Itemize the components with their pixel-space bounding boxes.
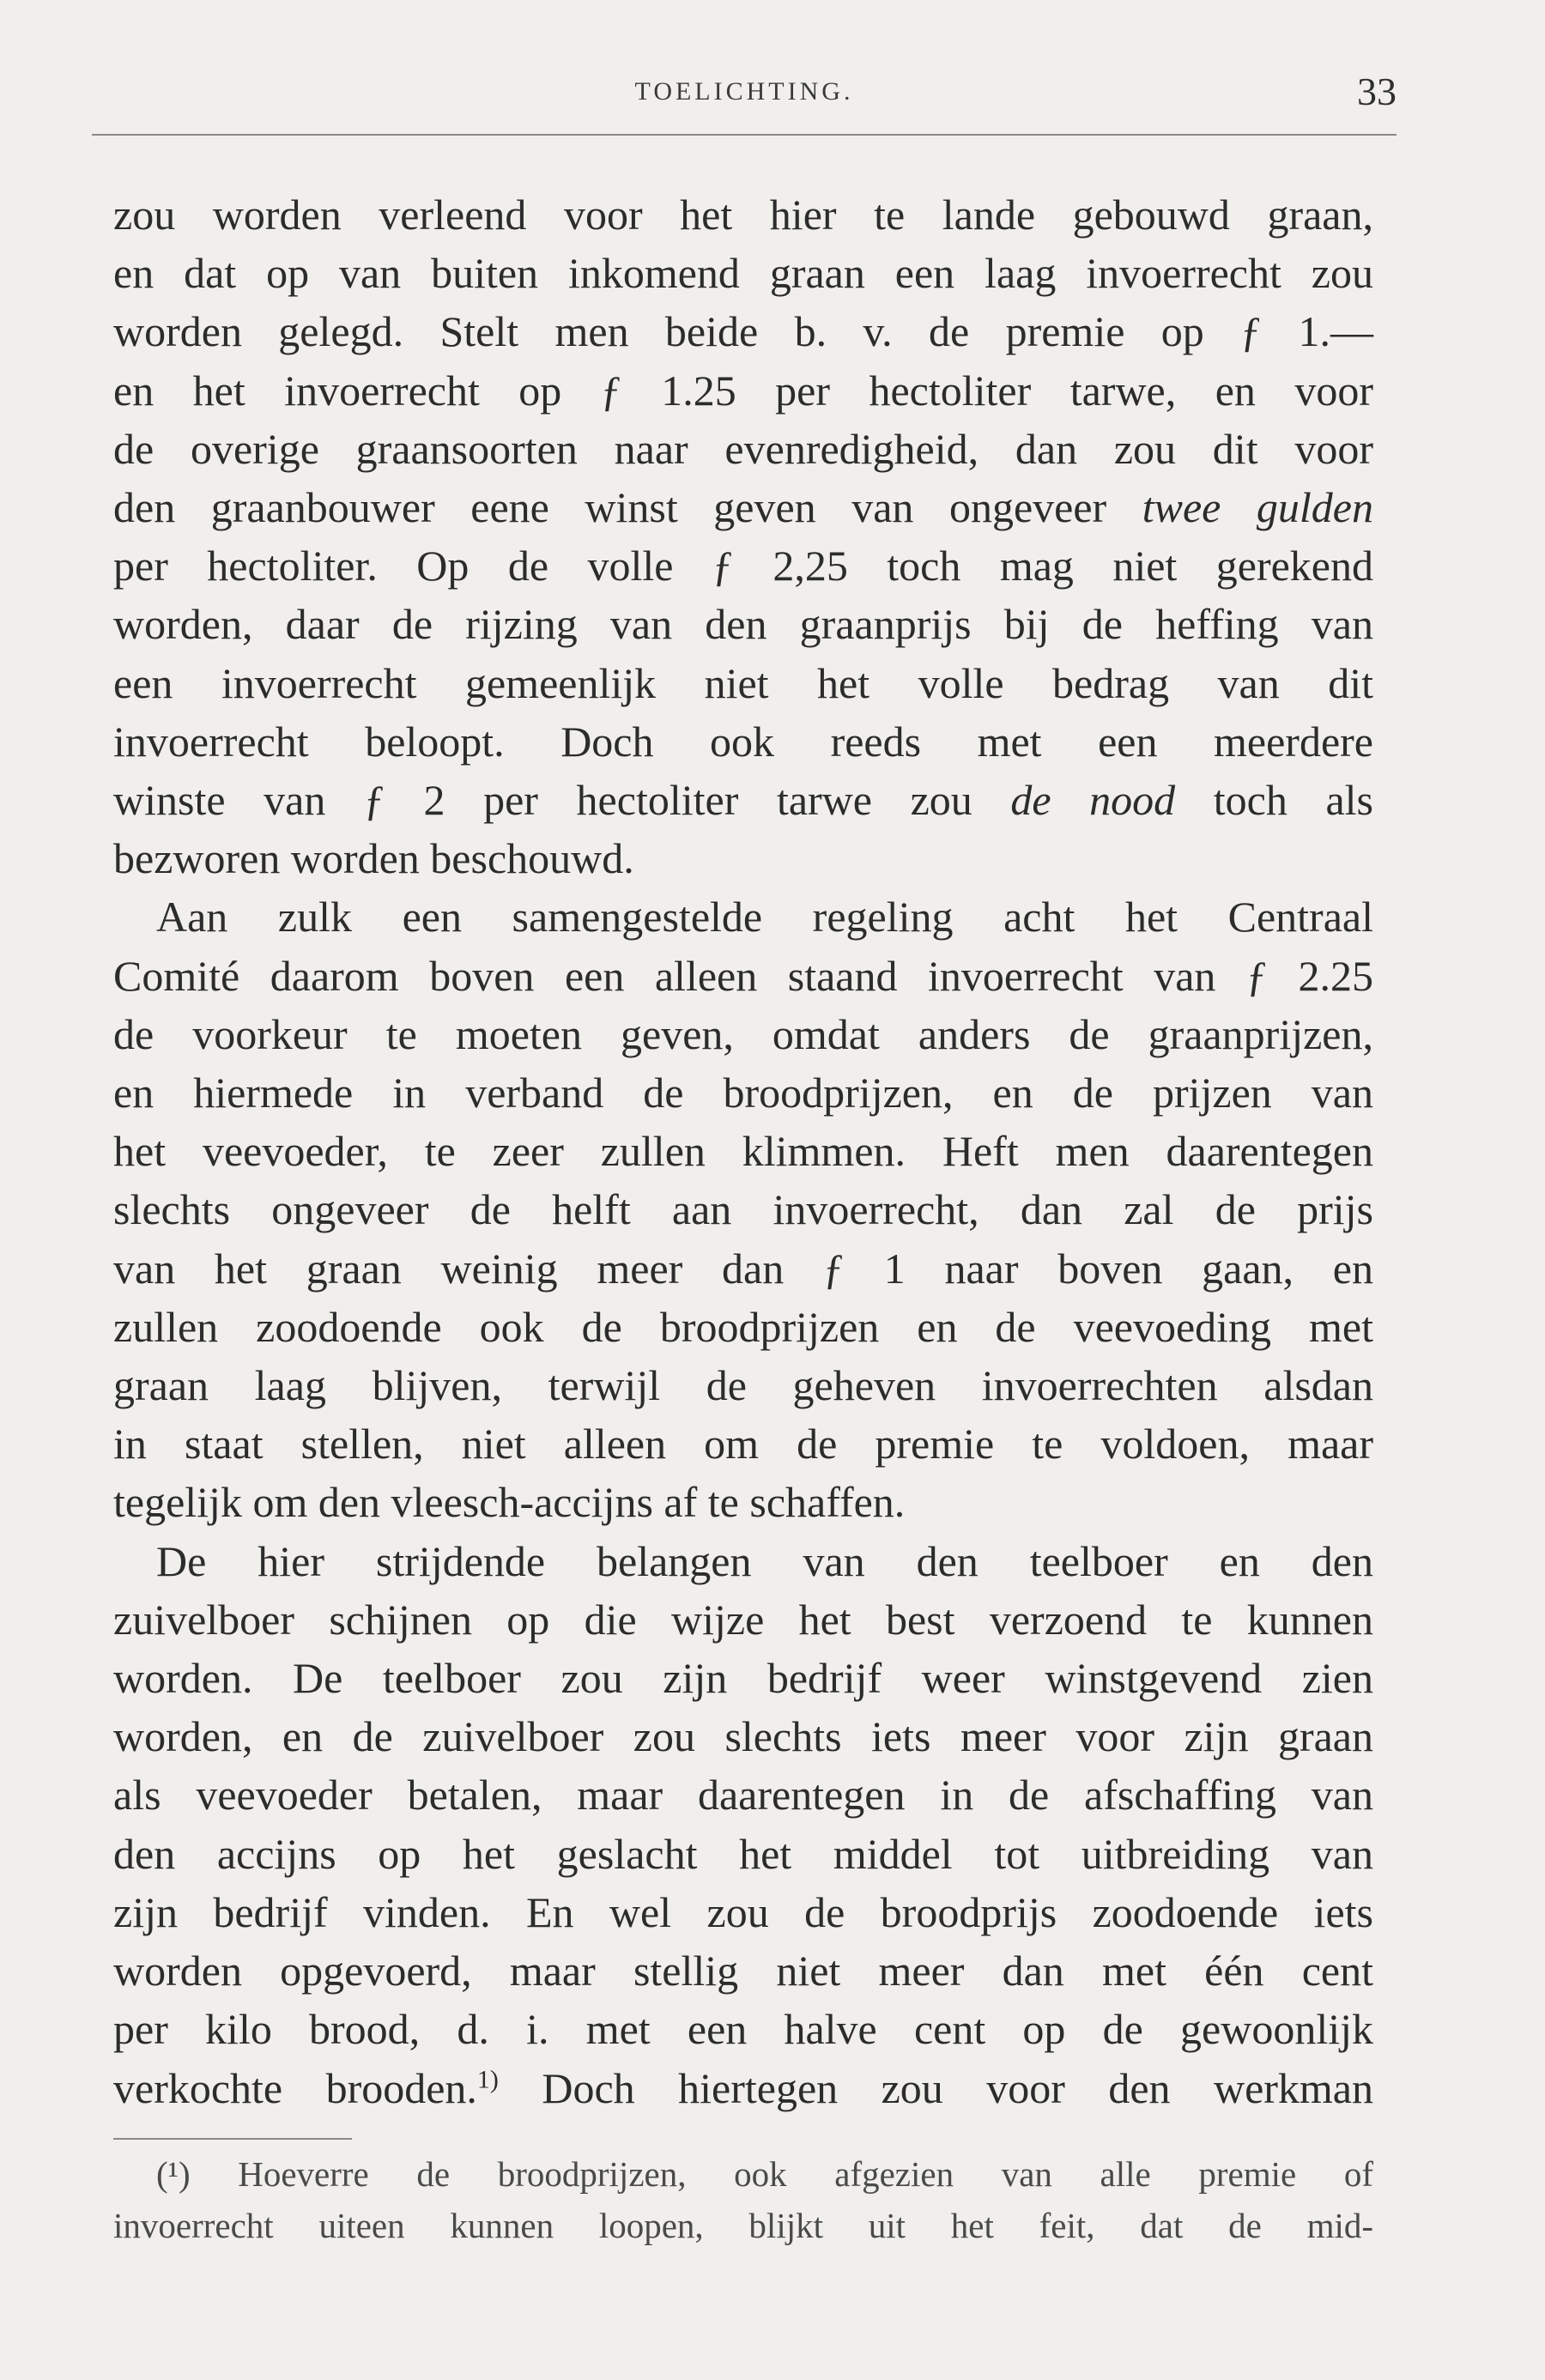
footnote-marker: (¹) (156, 2154, 191, 2194)
text-line: Aan zulk een samengestelde regeling acht het Centraal (156, 893, 1373, 942)
text-line: de overige graansoorten naar evenredigheid, dan zou dit voor (113, 424, 1373, 473)
text-line: worden. De teelboer zou zijn bedrijf weer winstgevend zien (113, 1654, 1373, 1703)
footnote-text: Hoeverre de broodprijzen, ook afgezien van alle premie of (238, 2154, 1373, 2194)
text-line: als veevoeder betalen, maar daarentegen in de afschaffing van (113, 1771, 1373, 1820)
text-line: zijn bedrijf vinden. En wel zou de broodprijs zoodoende iets (113, 1887, 1373, 1936)
text-line: worden, en de zuivelboer zou slechts iets meer voor zijn graan (113, 1712, 1373, 1761)
header-rule (92, 134, 1397, 136)
text-fragment: Doch hiertegen zou voor den werkman (542, 2063, 1374, 2112)
text-line: De hier strijdende belangen van den teelboer en den (156, 1536, 1373, 1585)
footnote-line (113, 2148, 1373, 2200)
text-line: en het invoerrecht op ƒ 1.25 per hectoliter tarwe, en voor (113, 366, 1373, 415)
text-line: invoerrecht beloopt. Doch ook reeds met een meerdere (113, 717, 1373, 766)
text-line: graan laag blijven, terwijl de geheven invoerrechten alsdan (113, 1361, 1373, 1410)
text-line: worden opgevoerd, maar stellig niet meer dan met één cent (113, 1947, 1373, 1995)
text-line: en dat op van buiten inkomend graan een laag invoerrecht zou (113, 249, 1373, 298)
footnote-rule (113, 2138, 352, 2140)
body-text (113, 185, 1373, 2117)
text-line: tegelijk om den vleesch-accijns af te schaffen. (113, 1478, 906, 1527)
text-line: zou worden verleend voor het hier te lande gebouwd graan, (113, 191, 1373, 239)
italic-phrase: de nood (1010, 776, 1176, 825)
text-line: het veevoeder, te zeer zullen klimmen. Heft men daarentegen (113, 1127, 1373, 1176)
text-fragment: verkochte brooden. (113, 2063, 477, 2112)
text-line-with-footnote (113, 2059, 1373, 2117)
text-line: per hectoliter. Op de volle ƒ 2,25 toch mag niet gerekend (113, 542, 1373, 590)
text-line: bezworen worden beschouwd. (113, 834, 634, 883)
footnote (113, 2148, 1373, 2251)
text-line: per kilo brood, d. i. met een halve cent op de gewoonlijk (113, 2005, 1373, 2054)
text-line: zullen zoodoende ook de broodprijzen en de veevoeding met (113, 1302, 1373, 1351)
running-head: TOELICHTING. (634, 77, 854, 106)
footnote-reference: 1) (476, 2064, 499, 2093)
text-line: van het graan weinig meer dan ƒ 1 naar boven gaan, en (113, 1244, 1373, 1293)
text-line: in staat stellen, niet alleen om de premie te voldoen, maar (113, 1420, 1373, 1469)
text-line: slechts ongeveer de helft aan invoerrecht, dan zal de prijs (113, 1185, 1373, 1234)
text-line: een invoerrecht gemeenlijk niet het volle bedrag van dit (113, 658, 1373, 707)
text-line: winste van ƒ 2 per hectoliter tarwe zou de nood toch als (113, 776, 1373, 825)
text-line: de voorkeur te moeten geven, omdat anders de graanprijzen, (113, 1009, 1373, 1058)
text-line: worden, daar de rijzing van den graanprijs bij de heffing van (113, 600, 1373, 649)
text-line: en hiermede in verband de broodprijzen, en de prijzen van (113, 1069, 1373, 1117)
footnote-line: invoerrecht uiteen kunnen loopen, blijkt uit het feit, dat de mid- (113, 2206, 1373, 2245)
text-line: den graanbouwer eene winst geven van ongeveer twee gulden (113, 483, 1373, 532)
text-line: worden gelegd. Stelt men beide b. v. de premie op ƒ 1.— (113, 307, 1373, 356)
footnote-ref-number: 1 (476, 2064, 490, 2093)
page-header (92, 69, 1397, 112)
text-line: Comité daarom boven een alleen staand invoerrecht van ƒ 2.25 (113, 951, 1373, 1000)
text-line: zuivelboer schijnen op die wijze het best verzoend te kunnen (113, 1595, 1373, 1644)
text-line: den accijns op het geslacht het middel tot uitbreiding van (113, 1829, 1373, 1878)
italic-phrase: twee gulden (1142, 483, 1373, 532)
page-number: 33 (1357, 70, 1397, 113)
